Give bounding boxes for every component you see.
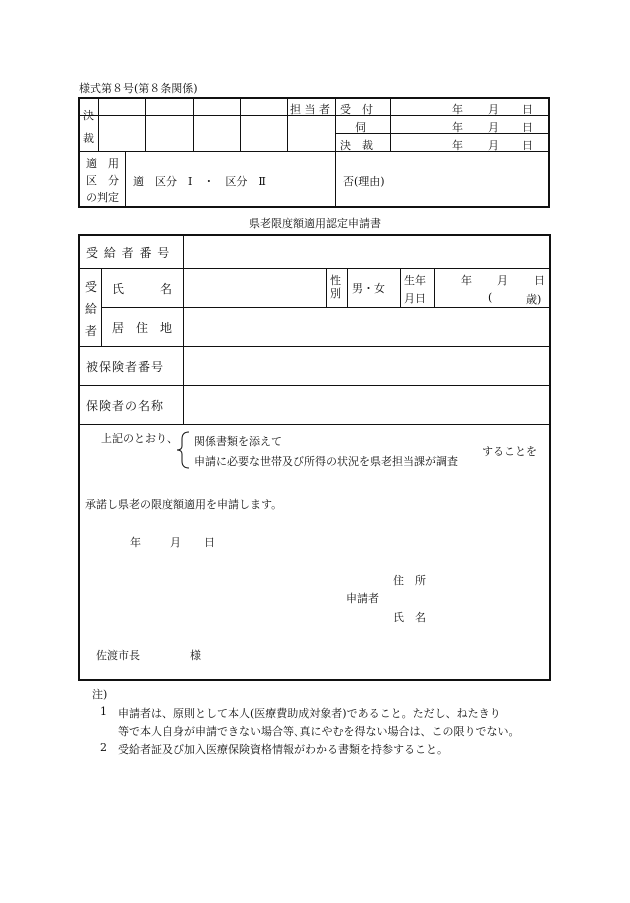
insured-number-label: 被保険者番号 [86, 360, 165, 374]
judgement-label-line: 区 分 [86, 174, 119, 187]
note-text: 等で本人自身が申請できない場合等､真にやむを得ない場合は、この限りでない。 [118, 725, 520, 738]
approval-line [78, 151, 550, 152]
note-text: 受給者証及び加入医療保険資格情報がわかる書類を持参すること。 [118, 743, 448, 756]
notes-heading: 注) [92, 688, 108, 701]
applicant-address-label: 住 所 [393, 574, 426, 587]
recipient-number-label: 受 給 者 番 号 [86, 246, 171, 260]
form-line [400, 268, 401, 307]
applicant-label: 申請者 [346, 592, 379, 605]
statement-prefix: 上記のとおり、 [101, 432, 178, 445]
approval-year: 年 [452, 121, 463, 134]
approval-month: 月 [488, 103, 499, 116]
approval-row-label: 決 裁 [340, 139, 373, 152]
insurer-name-input[interactable] [184, 386, 550, 423]
form-line [101, 268, 102, 346]
approval-year: 年 [452, 103, 463, 116]
tantousha-label: 担 当 者 [290, 103, 330, 116]
statement-option-2: 申請に必要な世帯及び所得の状況を県老担当課が調査 [194, 455, 458, 468]
judgement-label-line: 適 用 [86, 157, 119, 170]
approval-line [125, 151, 126, 208]
approval-row-label: 伺 [355, 121, 366, 134]
statement-line-2: 承諾し県老の限度額適用を申請します。 [85, 498, 283, 511]
addressee-honorific: 様 [190, 649, 201, 662]
birth-day: 日 [534, 274, 545, 287]
approval-month: 月 [488, 121, 499, 134]
approval-line [287, 97, 288, 151]
addressee: 佐渡市長 [96, 649, 140, 662]
page-title: 県老限度額適用認定申請書 [249, 217, 381, 230]
note-text: 申請者は、原則として本人(医療費助成対象者)であること。ただし、ねたきり [118, 707, 501, 720]
recipient-label-char: 給 [85, 302, 98, 316]
approval-month: 月 [488, 139, 499, 152]
address-label: 居 住 地 [112, 321, 173, 335]
approval-day: 日 [522, 103, 533, 116]
age-close: 歳) [526, 293, 542, 306]
recipient-label-char: 者 [85, 324, 98, 338]
judgement-label-line: の判定 [86, 191, 119, 204]
date-month: 月 [170, 536, 181, 549]
approval-year: 年 [452, 139, 463, 152]
gender-label: 性別 [330, 274, 341, 300]
insurer-name-label: 保険者の名称 [86, 399, 165, 413]
approval-line [240, 97, 241, 151]
form-line [434, 268, 435, 307]
insured-number-input[interactable] [184, 347, 550, 384]
statement-suffix: することを [482, 445, 537, 458]
address-input[interactable] [184, 308, 550, 345]
form-number: 様式第８号(第８条関係) [79, 82, 198, 95]
judgement-options: 適 区分 Ⅰ ・ 区分 Ⅱ [133, 175, 266, 188]
kessai-label: 決 [83, 109, 94, 122]
recipient-number-input[interactable] [184, 235, 550, 267]
date-day: 日 [204, 536, 215, 549]
recipient-number-field[interactable] [184, 269, 326, 306]
approval-day: 日 [522, 139, 533, 152]
kessai-label: 裁 [83, 132, 94, 145]
note-number: 2 [100, 741, 107, 754]
applicant-name-label: 氏 名 [393, 611, 426, 624]
approval-line [335, 133, 550, 134]
birth-label: 月日 [404, 292, 426, 305]
name-label: 氏 名 [112, 282, 173, 296]
approval-row-label: 受 付 [340, 103, 373, 116]
reject-reason: 否(理由) [343, 175, 385, 188]
approval-line [98, 97, 99, 151]
birth-year: 年 [461, 274, 472, 287]
approval-line [390, 97, 391, 151]
note-number: 1 [100, 705, 107, 718]
form-line [78, 424, 551, 425]
approval-line [335, 97, 336, 208]
birth-month: 月 [497, 274, 508, 287]
recipient-label [85, 276, 97, 342]
statement-option-1: 関係書類を添えて [194, 435, 282, 448]
approval-line [145, 97, 146, 151]
judgement-label [86, 155, 119, 206]
form-line [347, 268, 348, 307]
birth-label: 生年 [404, 274, 426, 287]
approval-line [193, 97, 194, 151]
brace-icon [175, 430, 191, 470]
date-year: 年 [130, 536, 141, 549]
recipient-label-char: 受 [85, 280, 98, 294]
gender-value[interactable]: 男・女 [352, 282, 385, 295]
approval-day: 日 [522, 121, 533, 134]
age-open: ( [488, 291, 493, 304]
form-line [326, 268, 327, 307]
